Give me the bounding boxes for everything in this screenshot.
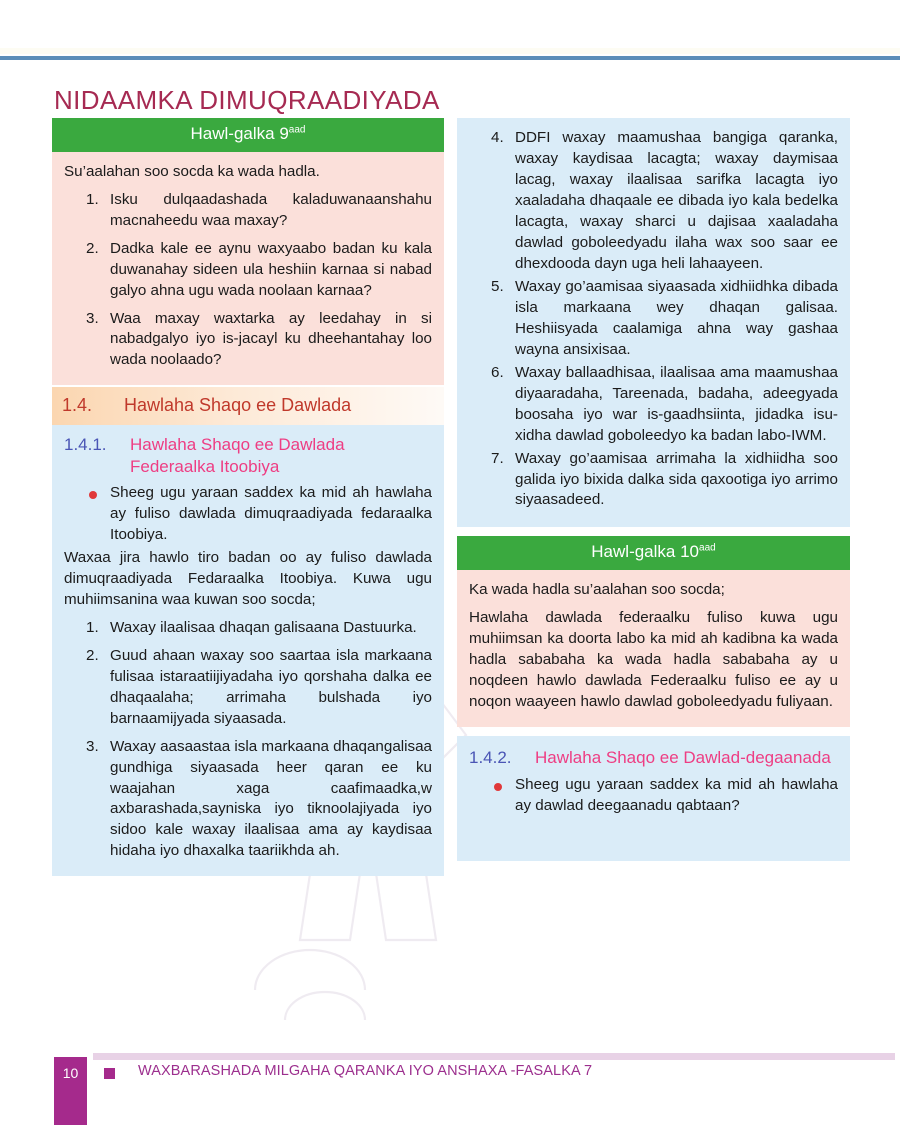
left-column	[52, 118, 444, 876]
government-duties-list-continued	[469, 128, 838, 511]
list-item-text: DDFI waxay maamushaa bangiga qaranka, waxay kaydisaa lacagta; waxay daymisaa lacag, waxay ilaalisaa sarifka lacagta iyo xaaladaha dhaqaale ee dibada iyo kala bedelka lacagta, waxay sharci u dajisaa xaaladaha dawlad goboleedyadu ilaha wax soo saar ee dhexdooda dayn uga heli lahaayeen.	[515, 129, 838, 272]
subsection-intro: Waxaa jira hawlo tiro badan oo ay fuliso dawlada dimuqraadiyada Fedaraalka Itoobiya. Kuwa ugu muhiimsanina waa kuwan soo socda;	[64, 548, 432, 608]
page-number: 10	[62, 1065, 79, 1081]
top-horizontal-rule	[0, 56, 900, 60]
list-item	[64, 646, 432, 730]
activity-10-header	[457, 536, 850, 570]
activity-9-header-sup: aad	[288, 124, 306, 136]
activity-box-10	[457, 536, 850, 727]
subsection-heading-1-4-1	[64, 433, 432, 477]
activity-10-intro: Ka wada hadla su’aalahan soo socda;	[469, 581, 725, 599]
page-title: NIDAAMKA DIMUQRAADIYADA	[54, 85, 440, 116]
activity-9-header	[52, 118, 444, 152]
bullet-item: Sheeg ugu yaraan saddex ka mid ah hawlaha ay dawlad deegaanadu qabtaan?	[469, 775, 838, 817]
list-item-number: 1.	[86, 618, 99, 636]
list-item-number: 2.	[86, 646, 99, 664]
activity-9-body	[52, 152, 444, 386]
subsection-number: 1.4.1.	[64, 435, 107, 455]
list-item-number: 3.	[86, 737, 99, 755]
subsection-title: Hawlaha Shaqo ee Dawlada Federaalka Itoobiya	[130, 435, 345, 476]
list-item	[469, 449, 838, 512]
list-item-text: Waxay aasaastaa isla markaana dhaqangalisaa gundhiga siyaasada heer qaran ee ku waajahan xaga caafimaadka,w axbarashada,sayniska iyo tiknoolajiyada iyo sidoo kale waxay ilaalisaa ama ay kaydisaa hidaha iyo dhaxalka taariikhda ah.	[110, 737, 432, 860]
list-item: Dadka kale ee aynu waxyaabo badan ku kala duwanahay sideen ula heshiin karnaa si nabad galyo ahna ugu wada noolaan karnaa?	[110, 239, 432, 299]
bullet-item: Sheeg ugu yaraan saddex ka mid ah hawlaha ay fuliso dawlada dimuqraadiyada fedaraalka Itoobiya.	[64, 483, 432, 546]
activity-box-9	[52, 118, 444, 385]
list-item-number: 6.	[491, 363, 504, 381]
list-item	[469, 277, 838, 361]
footer-rule	[93, 1053, 895, 1060]
list-item: Waa maxay waxtarka ay leedahay in si nabadgalyo iyo is-jacayl ku dheehantahay loo wada noolaado?	[110, 309, 432, 369]
activity-10-text: Hawlaha dawlada federaalku fuliso kuwa ugu muhiimsan ka doorta labo ka mid ah kadibna ka wada hadla sababaha ka wada hadla sababaha ay u noqdeen hawlo dawlada Federaalku fuliso ee ay u noqon waayeen hawlo dawlad goboleedyadu fuliyaan.	[469, 609, 838, 710]
activity-9-intro: Su’aalahan soo socda ka wada hadla.	[64, 162, 320, 180]
footer-text: WAXBARASHADA MILGAHA QARANKA IYO ANSHAXA -FASALKA 7	[138, 1063, 593, 1079]
list-item: Isku dulqaadashada kaladuwanaanshahu macnaheedu waa maxay?	[110, 190, 432, 229]
subsection-1-4-1-box	[52, 425, 444, 876]
government-duties-list	[64, 618, 432, 863]
activity-9-header-label: Hawl-galka 9	[190, 124, 289, 143]
activity-9-question-list	[64, 190, 432, 372]
continued-duties-box	[457, 118, 850, 527]
section-number: 1.4.	[62, 395, 93, 416]
list-item-text: Waxay ilaalisaa dhaqan galisaana Dastuurka.	[110, 618, 417, 636]
list-item-number: 4.	[491, 129, 504, 146]
right-column	[457, 118, 850, 861]
list-item-text: Waxay ballaadhisaa, ilaalisaa ama maamushaa diyaaradaha, Tareenada, badaha, adeegyada boosaha iyo war is-gaadhsiinta, jidadka isu-xidha dawlad goboleedyo ka badan labo-IWM.	[515, 363, 838, 444]
list-item-text: Waxay go’aamisaa arrimaha la xidhiidha soo galida iyo bixida dalka sida qaxootiga iyo arrimo siyaasadeed.	[515, 449, 838, 509]
section-heading-1-4	[52, 387, 444, 425]
subsection-number: 1.4.2.	[469, 747, 512, 767]
page-number-box	[54, 1057, 87, 1125]
activity-10-header-sup: aad	[699, 542, 716, 554]
list-item-text: Guud ahaan waxay soo saartaa isla markaana fulisaa istaraatiijiyadaha iyo qorshaha dalka ee dhaqaalaha; arrimaha bulshada iyo barnaamijyada siyaasada.	[110, 646, 432, 727]
list-item-number: 5.	[491, 277, 504, 295]
section-title: Hawlaha Shaqo ee Dawlada	[124, 395, 352, 416]
activity-10-body	[457, 570, 850, 727]
list-item	[64, 737, 432, 863]
subsection-1-4-2-box	[457, 736, 850, 861]
top-rule-highlight	[0, 48, 900, 54]
list-item-text: Waxay go’aamisaa siyaasada xidhiidhka dibada isla markaana wey dhaqan galisaa. Heshiisyada caalamiga ahna way gashaa wayna ansixisaa.	[515, 277, 838, 358]
list-item	[469, 363, 838, 447]
list-item	[469, 128, 838, 275]
list-item-number: 7.	[491, 449, 504, 467]
list-item	[64, 618, 432, 639]
subsection-heading-1-4-2	[469, 746, 838, 769]
activity-10-header-label: Hawl-galka 10	[591, 542, 700, 562]
subsection-title: Hawlaha Shaqo ee Dawlad-degaanada	[535, 747, 831, 767]
footer-bullet-square-icon	[104, 1068, 115, 1079]
